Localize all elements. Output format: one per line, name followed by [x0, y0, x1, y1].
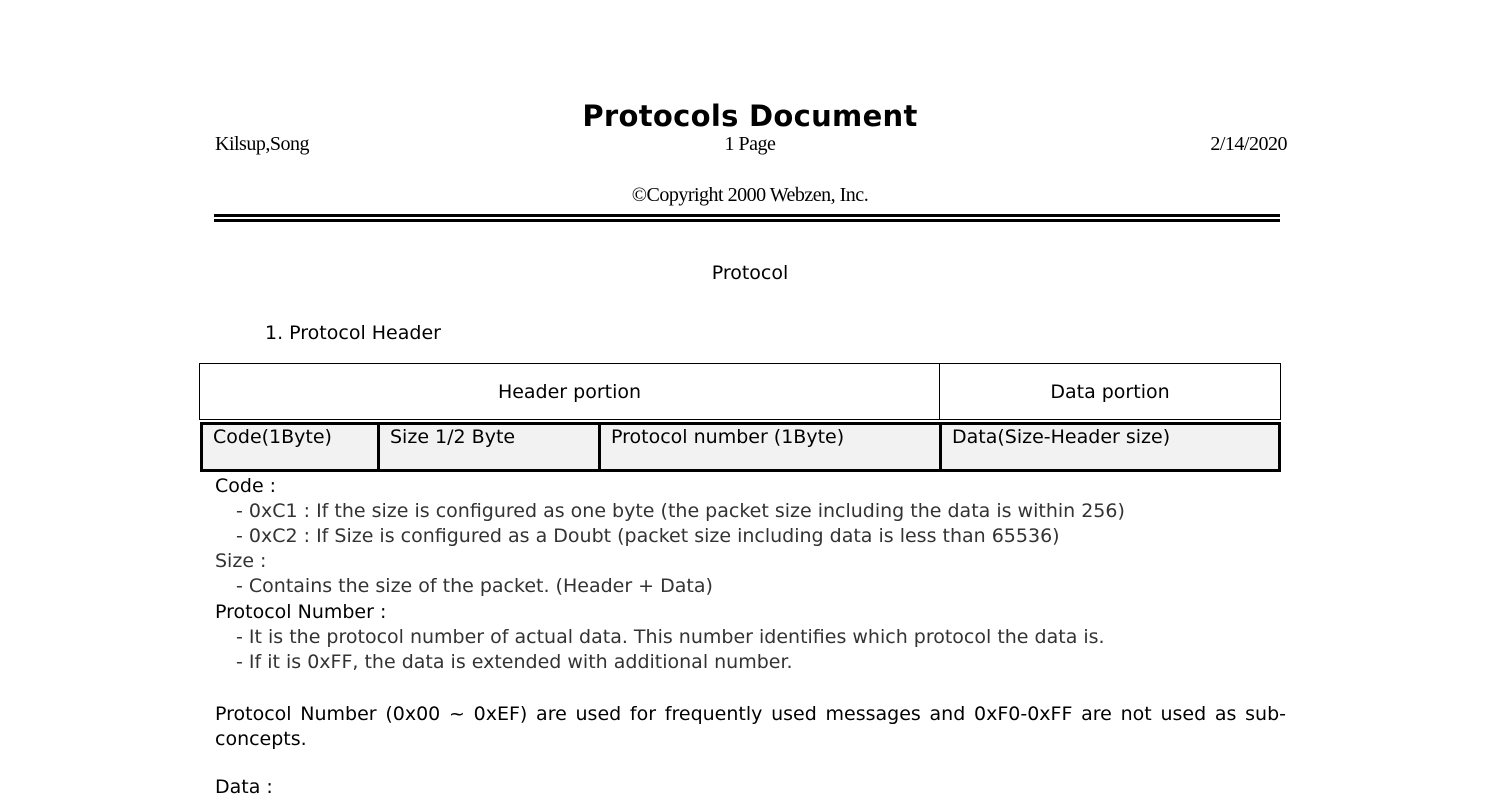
section-subheading: 1. Protocol Header [265, 322, 441, 344]
data-portion-cell [939, 363, 1281, 420]
code-field-label: Code(1Byte) [213, 426, 332, 448]
size-label: Size : [215, 550, 267, 572]
code-field-cell [200, 422, 380, 472]
header-portion-label: Header portion [497, 380, 642, 403]
data-portion-label: Data portion [1050, 380, 1170, 403]
document-title: Protocols Document [582, 99, 918, 133]
data-field-cell [939, 422, 1281, 472]
header-divider-bottom [214, 219, 1280, 222]
protocol-range-note: Protocol Number (0x00 ~ 0xEF) are used for frequently used messages and 0xF0-0xFF are not used as sub-concepts. [215, 703, 1286, 750]
size-field-label: Size 1/2 Byte [390, 426, 516, 448]
code-label: Code : [215, 475, 277, 497]
code-item-c1: - 0xC1 : If the size is configured as one byte (the packet size including the data is within 256) [236, 500, 1125, 522]
copyright-notice: ©Copyright 2000 Webzen, Inc. [631, 184, 869, 206]
protocol-header-table [199, 363, 1281, 473]
author-name: Kilsup,Song [215, 133, 309, 155]
section-heading: Protocol [711, 262, 789, 284]
header-divider-top [214, 214, 1280, 217]
page-number: 1 Page [724, 133, 776, 155]
size-item: - Contains the size of the packet. (Header + Data) [236, 575, 713, 597]
code-item-c2: - 0xC2 : If Size is configured as a Doubt (packet size including data is less than 65536) [236, 525, 1060, 547]
data-field-label: Data(Size-Header size) [952, 426, 1171, 448]
size-field-cell [377, 422, 601, 472]
protocol-number-field-cell [598, 422, 942, 472]
header-portion-cell [199, 363, 940, 420]
protocol-number-item-2: - If it is 0xFF, the data is extended with additional number. [236, 651, 793, 673]
data-label: Data : [215, 776, 273, 798]
protocol-number-item-1: - It is the protocol number of actual data. This number identifies which protocol the data is. [236, 626, 1105, 648]
protocol-number-label: Protocol Number : [215, 601, 387, 623]
document-date: 2/14/2020 [1210, 133, 1287, 155]
protocol-number-field-label: Protocol number (1Byte) [611, 426, 845, 448]
